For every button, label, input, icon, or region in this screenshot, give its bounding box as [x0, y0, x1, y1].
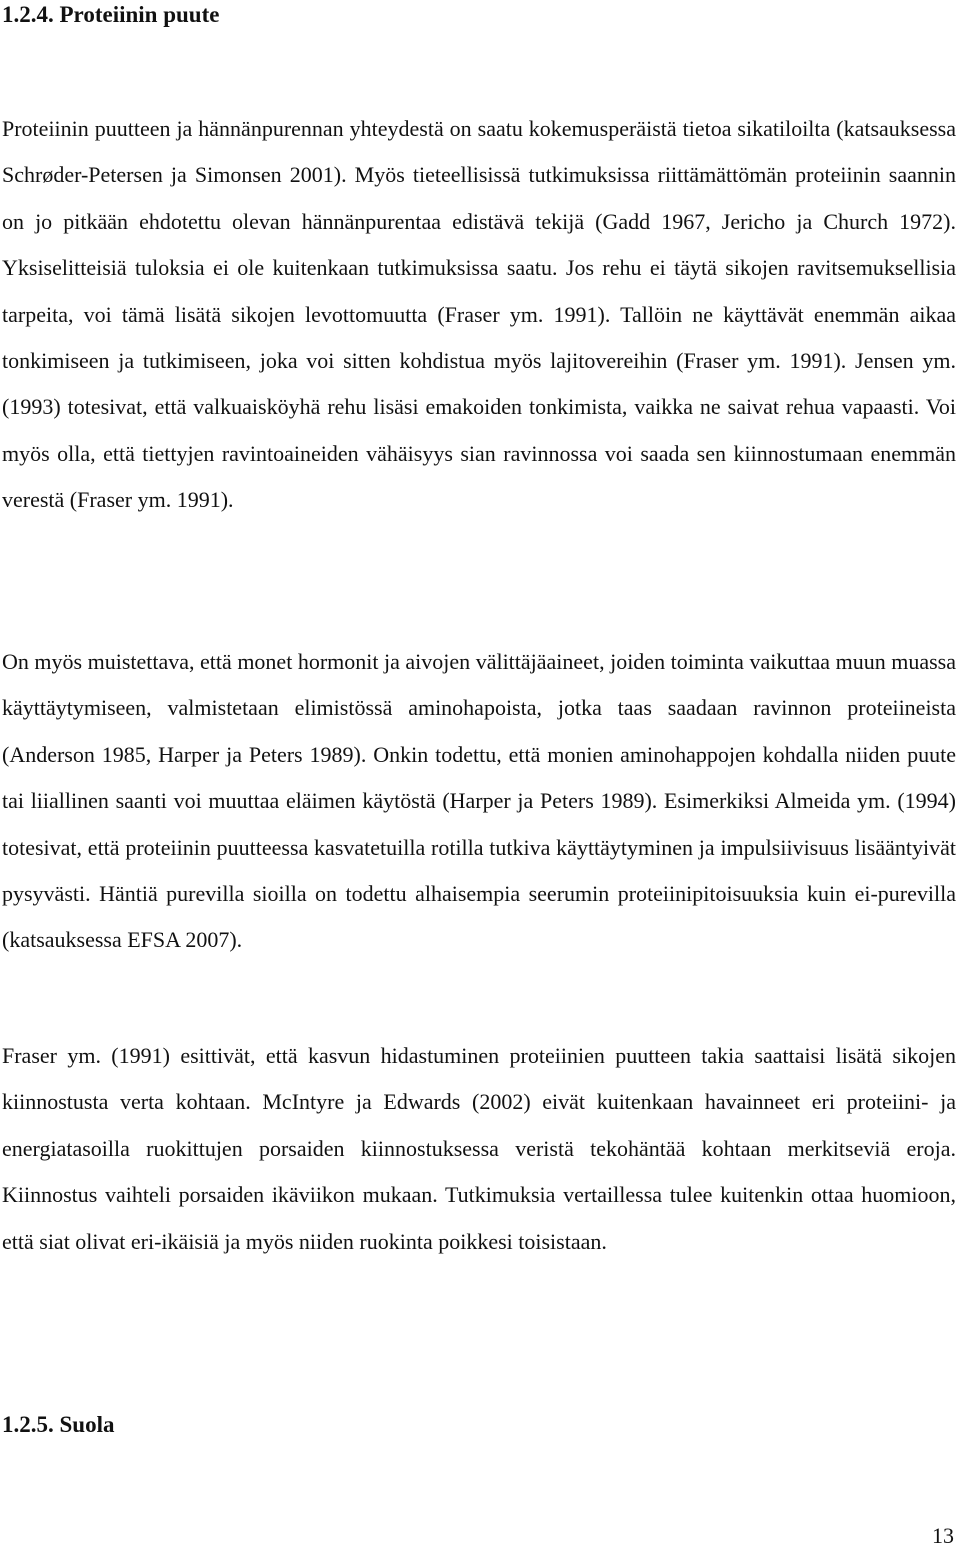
body-paragraph: On myös muistettava, että monet hormonit ja aivojen välittäjäaineet, joiden toiminta vaikuttaa muun muassa käyttäytymiseen, valmistetaan elimistössä aminohapoista, jotka taas saadaan ravinnon proteiineista (Anderson 1985, Harper ja Peters 1989). Onkin todettu, että monien aminohappojen kohdalla niiden puute tai liiallinen saanti voi muuttaa eläimen käytöstä (Harper ja Peters 1989). Esimerkiksi Almeida ym. (1994) totesivat, että proteiinin puutteessa kasvatetuilla rotilla tutkiva käyttäytyminen ja impulsiivisuus lisääntyivät pysyvästi. Häntiä purevilla sioilla on todettu alhaisempia seerumin proteiinipitoisuuksia kuin ei-purevilla (katsauksessa EFSA 2007). [2, 649, 956, 953]
section-heading-protein-deficiency: 1.2.4. Proteiinin puute [2, 2, 220, 27]
page-number: 13 [932, 1523, 954, 1548]
body-paragraph: Fraser ym. (1991) esittivät, että kasvun hidastuminen proteiinien puutteen takia saattaisi lisätä sikojen kiinnostusta verta kohtaan. McIntyre ja Edwards (2002) eivät kuitenkaan havainneet eri proteiini- ja energiatasoilla ruokittujen porsaiden kiinnostuksessa veristä tekohäntää kohtaan merkitseviä eroja. Kiinnostus vaihteli porsaiden ikäviikon mukaan. Tutkimuksia vertaillessa tulee kuitenkin ottaa huomioon, että siat olivat eri-ikäisiä ja myös niiden ruokinta poikkesi toisistaan. [2, 1043, 956, 1254]
body-paragraph: Proteiinin puutteen ja hännänpurennan yhteydestä on saatu kokemusperäistä tietoa sikatiloilta (katsauksessa Schrøder-Petersen ja Simonsen 2001). Myös tieteellisissä tutkimuksissa riittämättömän proteiinin saannin on jo pitkään ehdotettu olevan hännänpurentaa edistävä tekijä (Gadd 1967, Jericho ja Church 1972). Yksiselitteisiä tuloksia ei ole kuitenkaan tutkimuksissa saatu. Jos rehu ei täytä sikojen ravitsemuksellisia tarpeita, voi tämä lisätä sikojen levottomuutta (Fraser ym. 1991). Tallöin ne käyttävät enemmän aikaa tonkimiseen ja tutkimiseen, joka voi sitten kohdistua myös lajitovereihin (Fraser ym. 1991). Jensen ym. (1993) totesivat, että valkuaisköyhä rehu lisäsi emakoiden tonkimista, vaikka ne saivat rehua vapaasti. Voi myös olla, että tiettyjen ravintoaineiden vähäisyys sian ravinnossa voi saada sen kiinnostumaan enemmän verestä (Fraser ym. 1991). [2, 116, 956, 513]
section-heading-salt: 1.2.5. Suola [2, 1412, 115, 1437]
